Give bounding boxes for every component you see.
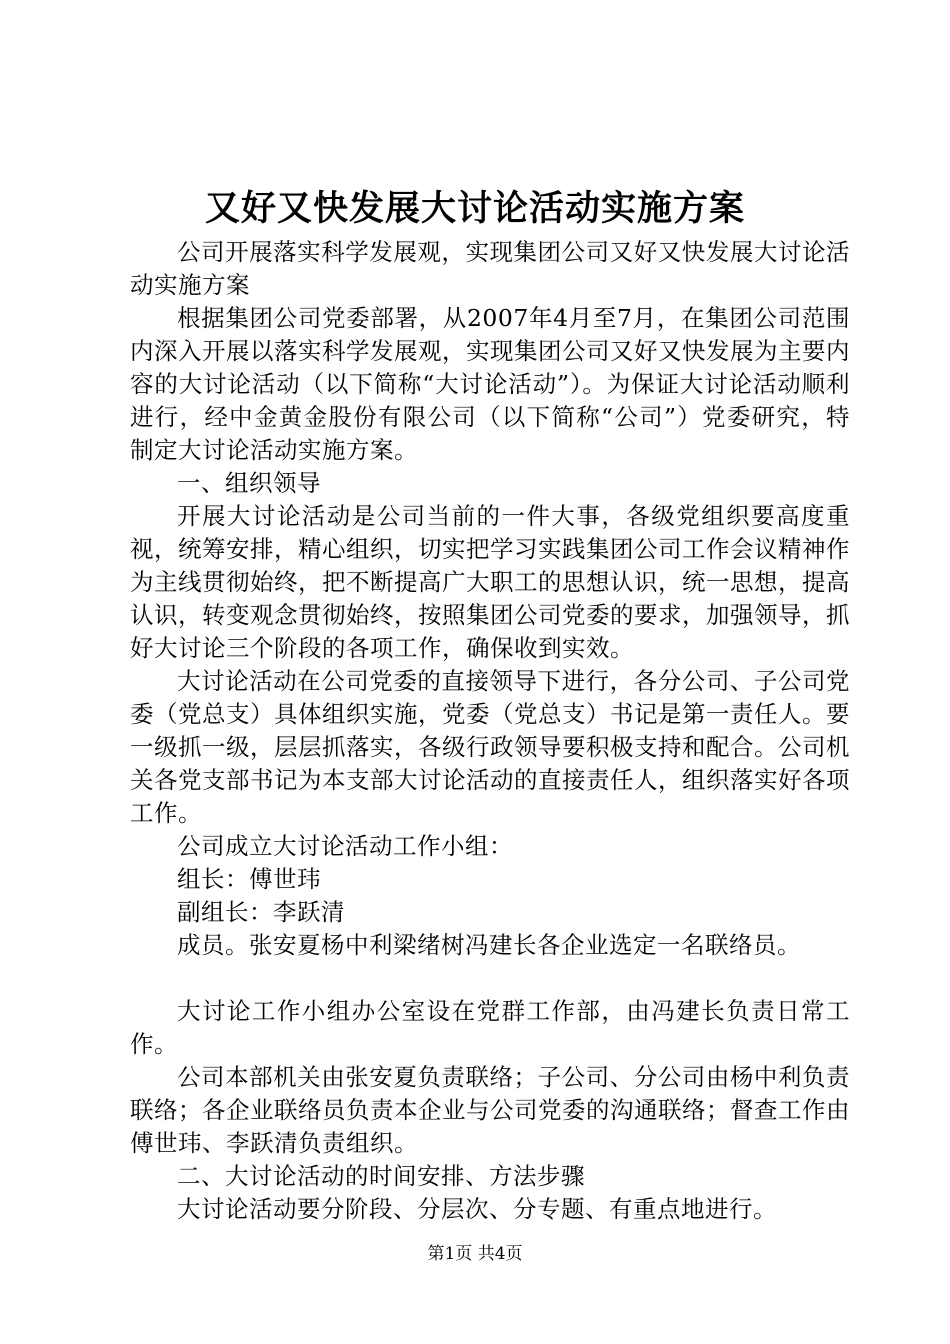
paragraph-group-leader: 组长：傅世玮 bbox=[177, 865, 321, 893]
paragraph-responsibility: 大讨论活动在公司党委的直接领导下进行，各分公司、子公司党委（党总支）具体组织实施，党委（党总支）书记是第一责任人。要一级抓一级，层层抓落实，各级行政领导要积极支持和配合。公司机关各党支部书记为本支部大讨论活动的直接责任人，组织落实好各项工作。 bbox=[130, 667, 850, 827]
section-heading-organization: 一、组织领导 bbox=[177, 469, 321, 497]
paragraph-background: 根据集团公司党委部署，从2007年4月至7月，在集团公司范围内深入开展以落实科学发展观，实现集团公司又好又快发展为主要内容的大讨论活动（以下简称“大讨论活动”）。为保证大讨论活动顺利进行，经中金黄金股份有限公司（以下简称“公司”）党委研究，特制定大讨论活动实施方案。 bbox=[130, 304, 850, 464]
page-number: 第1页 共4页 bbox=[427, 1244, 523, 1264]
document-title: 又好又快发展大讨论活动实施方案 bbox=[204, 188, 745, 229]
paragraph-members: 成员。张安夏杨中利梁绪树冯建长各企业选定一名联络员。 bbox=[177, 931, 801, 959]
paragraph-office: 大讨论工作小组办公室设在党群工作部，由冯建长负责日常工作。 bbox=[130, 997, 850, 1058]
paragraph-schedule: 大讨论活动要分阶段、分层次、分专题、有重点地进行。 bbox=[177, 1195, 777, 1223]
section-heading-schedule: 二、大讨论活动的时间安排、方法步骤 bbox=[177, 1162, 585, 1190]
document-body bbox=[130, 236, 850, 1226]
blank-line bbox=[130, 962, 850, 995]
paragraph-intro: 公司开展落实科学发展观，实现集团公司又好又快发展大讨论活动实施方案 bbox=[130, 238, 850, 299]
paragraph-liaison: 公司本部机关由张安夏负责联络；子公司、分公司由杨中利负责联络；各企业联络员负责本企业与公司党委的沟通联络；督查工作由傅世玮、李跃清负责组织。 bbox=[130, 1063, 850, 1157]
paragraph-working-group: 公司成立大讨论活动工作小组： bbox=[177, 832, 513, 860]
paragraph-leadership: 开展大讨论活动是公司当前的一件大事，各级党组织要高度重视，统筹安排，精心组织，切实把学习实践集团公司工作会议精神作为主线贯彻始终，把不断提高广大职工的思想认识，统一思想，提高认识，转变观念贯彻始终，按照集团公司党委的要求，加强领导，抓好大讨论三个阶段的各项工作，确保收到实效。 bbox=[130, 502, 850, 662]
paragraph-deputy-leader: 副组长：李跃清 bbox=[177, 898, 345, 926]
